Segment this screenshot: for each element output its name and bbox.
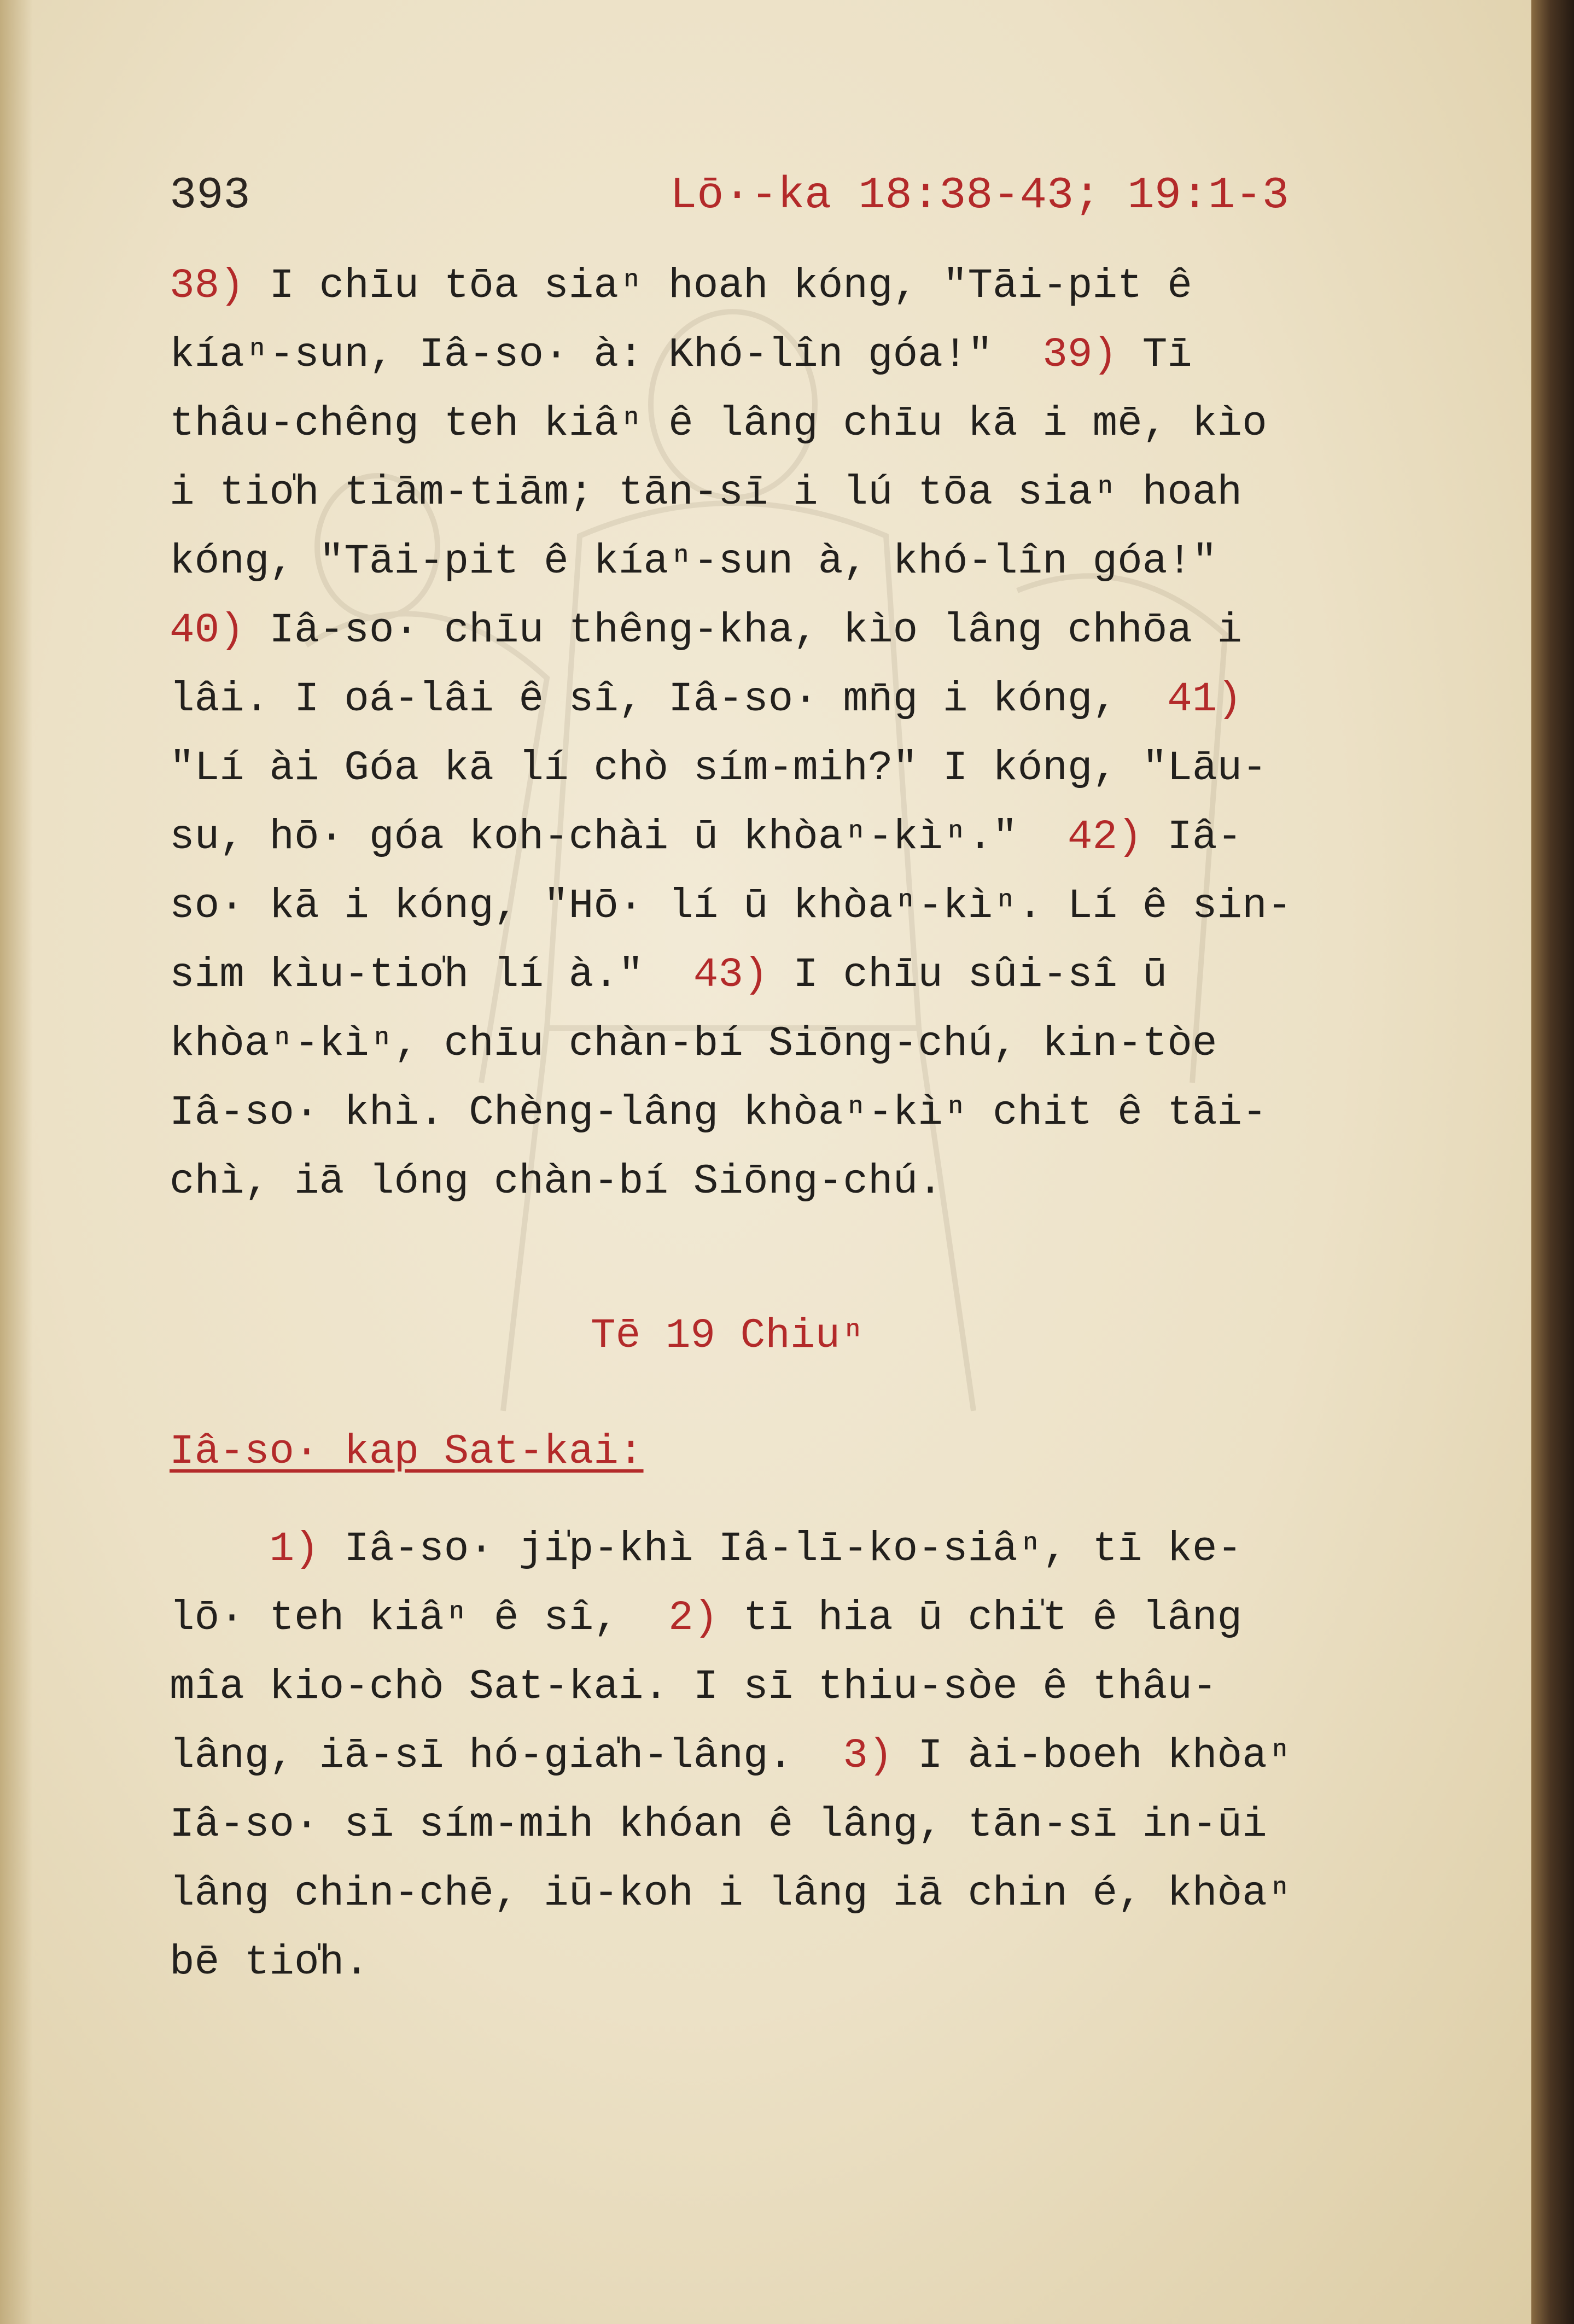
verse-text: i tio̍h tiām-tiām; tān-sī i lú tōa siaⁿ hoah (170, 469, 1243, 516)
verse-text (170, 1526, 269, 1573)
verse-text: chì, iā lóng chàn-bí Siōng-chú. (170, 1158, 943, 1205)
verse-text: I chīu sûi-sî ū (768, 951, 1168, 998)
text-line (170, 1653, 1427, 1721)
verse-text: lâng, iā-sī hó-gia̍h-lâng. (170, 1732, 843, 1779)
text-line (170, 252, 1427, 320)
verse-number: 40) (170, 607, 244, 654)
verse-text: Iâ-so· sī sím-mih khóan ê lâng, tān-sī in-ūi (170, 1801, 1267, 1848)
verse-text: mîa kio-chò Sat-kai. I sī thiu-sòe ê thâu- (170, 1663, 1217, 1710)
text-line (170, 1584, 1427, 1653)
text-line (170, 320, 1427, 389)
verse-text: Iâ-so· ji̍p-khì Iâ-lī-ko-siâⁿ, tī ke- (319, 1526, 1243, 1573)
chapter-title: Tē 19 Chiuⁿ (591, 1312, 865, 1359)
verse-number: 43) (693, 951, 768, 998)
verse-text: thâu-chêng teh kiâⁿ ê lâng chīu kā i mē, kìo (170, 400, 1267, 447)
verse-text: khòaⁿ-kìⁿ, chīu chàn-bí Siōng-chú, kin-tòe (170, 1020, 1217, 1067)
text-line (170, 1721, 1427, 1790)
text-line (170, 941, 1427, 1009)
verse-text: I chīu tōa siaⁿ hoah kóng, "Tāi-pit ê (244, 262, 1192, 310)
verse-text: kíaⁿ-sun, Iâ-so· à: Khó-lîn góa!" (170, 331, 1043, 378)
verse-number: 1) (269, 1526, 319, 1573)
verse-text: kóng, "Tāi-pit ê kíaⁿ-sun à, khó-lîn góa!" (170, 538, 1217, 585)
verse-text: I ài-boeh khòaⁿ (893, 1732, 1292, 1779)
verse-number: 42) (1067, 814, 1142, 861)
verse-text: so· kā i kóng, "Hō· lí ū khòaⁿ-kìⁿ. Lí ê sin- (170, 883, 1292, 930)
verse-text: tī hia ū chi̍t ê lâng (718, 1595, 1243, 1642)
verse-text: su, hō· góa koh-chài ū khòaⁿ-kìⁿ." (170, 814, 1068, 861)
verse-text: lō· teh kiâⁿ ê sî, (170, 1595, 669, 1642)
verse-text: Iâ-so· chīu thêng-kha, kìo lâng chhōa i (244, 607, 1243, 654)
text-line (170, 527, 1427, 596)
verse-number: 3) (843, 1732, 893, 1779)
passage-luke-18 (170, 252, 1427, 1216)
text-line (170, 734, 1427, 803)
text-line (170, 596, 1427, 665)
verse-number: 39) (1042, 331, 1118, 378)
text-line (170, 458, 1427, 527)
verse-number: 41) (1167, 676, 1243, 723)
text-line (170, 389, 1427, 458)
text-line (170, 665, 1427, 734)
running-head: Lō·-ka 18:38-43; 19:1-3 (670, 170, 1289, 221)
passage-luke-19 (170, 1515, 1427, 1997)
verse-number: 2) (668, 1595, 719, 1642)
verse-text: sim kìu-tio̍h lí à." (170, 951, 693, 998)
verse-text: "Lí ài Góa kā lí chò sím-mih?" I kóng, "Lāu- (170, 745, 1267, 792)
book-edge (1531, 0, 1574, 2324)
verse-text: Iâ- (1142, 814, 1243, 861)
text-line (170, 803, 1427, 872)
text-line (170, 1515, 1427, 1584)
verse-text: bē tio̍h. (170, 1939, 369, 1986)
verse-text: Tī (1117, 331, 1192, 378)
text-line (170, 1928, 1427, 1997)
verse-number: 38) (170, 262, 244, 310)
section-heading: Iâ-so· kap Sat-kai: (170, 1428, 644, 1475)
text-line (170, 1790, 1427, 1859)
verse-text: lâng chin-chē, iū-koh i lâng iā chin é, khòaⁿ (170, 1870, 1292, 1917)
verse-text: Iâ-so· khì. Chèng-lâng khòaⁿ-kìⁿ chit ê tāi- (170, 1089, 1267, 1136)
text-line (170, 1009, 1427, 1078)
text-line (170, 1147, 1427, 1216)
page-gutter-shadow (0, 0, 33, 2324)
text-line (170, 872, 1427, 941)
page-number: 393 (170, 170, 250, 221)
verse-text: lâi. I oá-lâi ê sî, Iâ-so· mn̄g i kóng, (170, 676, 1168, 723)
text-line (170, 1078, 1427, 1147)
text-line (170, 1859, 1427, 1928)
